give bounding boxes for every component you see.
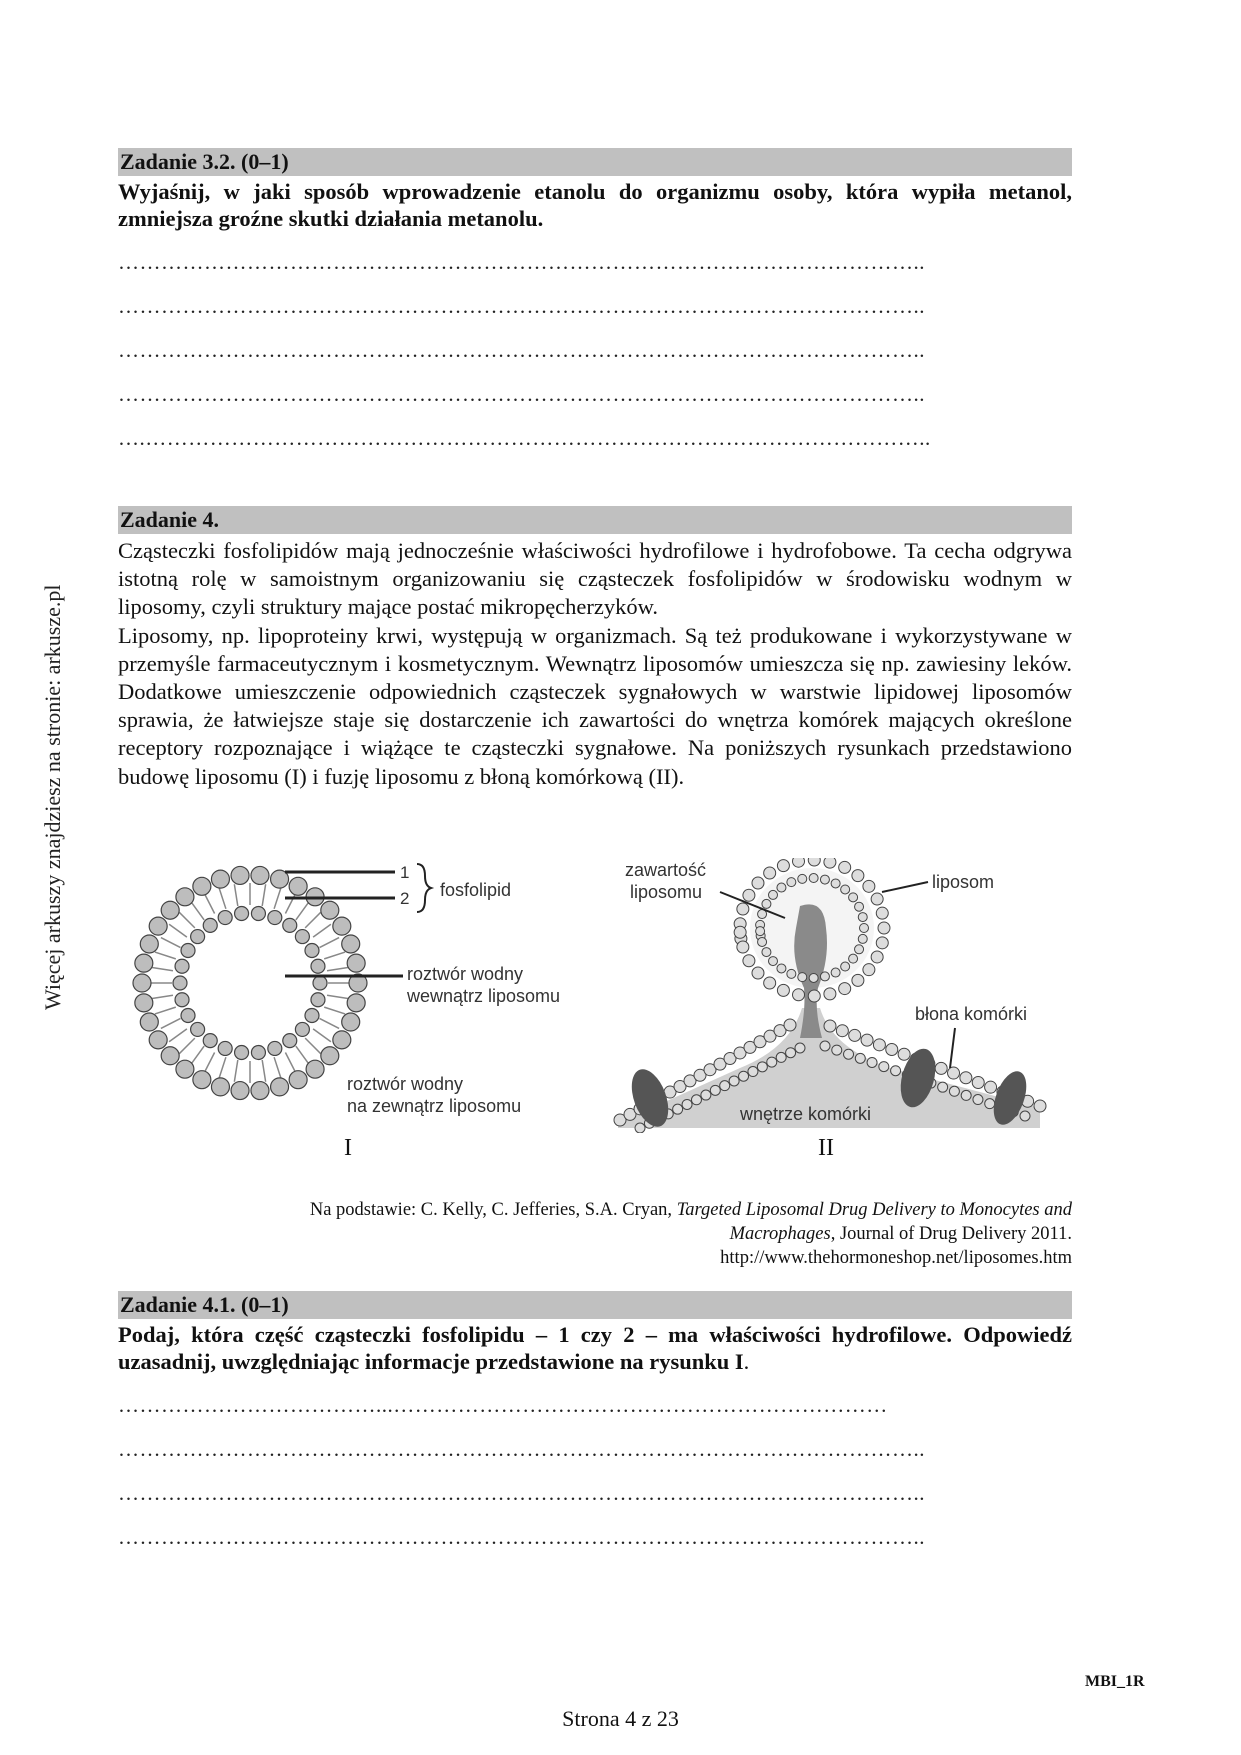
figure-liposome-structure bbox=[125, 858, 595, 1128]
answer-line[interactable]: ….……………………………………………………………………………………………….. bbox=[118, 426, 931, 450]
task-4-1-question-main: Podaj, która część cząsteczki fosfolipidu – 1 czy 2 – ma właściwości hydrofilowe. Odpowiedź uzasadnij, uwzględniając informacje przedstawione na rysunku I bbox=[118, 1322, 1072, 1374]
answer-line[interactable]: ………………………………………………………………………………………………….. bbox=[118, 294, 925, 318]
source-journal: , Journal of Drug Delivery 2011. bbox=[830, 1224, 1072, 1244]
task-4-1-question bbox=[118, 1321, 1072, 1375]
answer-line[interactable]: ………………………………………………………………………………………………….. bbox=[118, 250, 925, 274]
task-4-text bbox=[118, 537, 1072, 791]
figure-liposome-fusion bbox=[600, 858, 1060, 1133]
task-4 bbox=[118, 506, 1072, 791]
figure-1-label: I bbox=[344, 1135, 352, 1161]
task-3-2-header: Zadanie 3.2. (0–1) bbox=[118, 148, 1072, 176]
task-4-1-answer-lines[interactable] bbox=[118, 1383, 1072, 1559]
task-4-paragraph-1: Cząsteczki fosfolipidów mają jednocześnie właściwości hydrofilowe i hydrofobowe. Ta cecha odgrywa istotną rolę w samoistnym organizowaniu się cząsteczek fosfolipidów w środowisku wodnym w liposomy, czyli struktury mające postać mikropęcherzyków. bbox=[118, 538, 1072, 620]
answer-line[interactable]: ………………………………………………………………………………………………….. bbox=[118, 338, 925, 362]
task-3-2 bbox=[118, 148, 1072, 460]
source-url: http://www.thehormoneshop.net/liposomes.htm bbox=[720, 1248, 1072, 1268]
source-title-1: Targeted Liposomal Drug Delivery to Monocytes and bbox=[676, 1200, 1072, 1220]
answer-line[interactable]: ………………………………...…………………………………………………………… bbox=[118, 1393, 888, 1417]
label-membrane: błona komórki bbox=[915, 1004, 1028, 1024]
task-4-paragraph-2: Liposomy, np. lipoproteiny krwi, występują w organizmach. Są też produkowane i wykorzystywane w przemyśle farmaceutycznym i kosmetycznym. Wewnątrz liposomów umieszcza się np. zawiesiny leków. Dodatkowe umieszczenie odpowiednich cząsteczek sygnałowych w warstwie lipidowej liposomów sprawia, że łatwiejsze staje się dostarczenie ich zawartości do wnętrza komórek mających określone receptory rozpoznające i wiążące te cząsteczki sygnałowe. Na poniższych rysunkach przedstawiono budowę liposomu (I) i fuzję liposomu z błoną komórkową (II). bbox=[118, 622, 1072, 789]
task-4-1-header: Zadanie 4.1. (0–1) bbox=[118, 1291, 1072, 1319]
task-3-2-question: Wyjaśnij, w jaki sposób wprowadzenie etanolu do organizmu osoby, która wypiła metanol, zmniejsza groźne skutki działania metanolu. bbox=[118, 179, 1072, 231]
label-part-2: 2 bbox=[400, 889, 410, 908]
source-title-2: Macrophages bbox=[729, 1224, 831, 1244]
answer-line[interactable]: ………………………………………………………………………………………………….. bbox=[118, 1481, 925, 1505]
exam-code: MBI_1R bbox=[1085, 1673, 1145, 1690]
label-phospholipid: fosfolipid bbox=[440, 880, 512, 900]
label-inner-water-2: wewnątrz liposomu bbox=[407, 986, 561, 1006]
label-outer-water-1: roztwór wodny bbox=[347, 1074, 464, 1094]
task-4-1 bbox=[118, 1291, 1072, 1559]
label-inner-water-1: roztwór wodny bbox=[407, 964, 524, 984]
label-liposome: liposom bbox=[932, 872, 995, 892]
label-content-1: zawartość bbox=[625, 860, 707, 880]
figure-source bbox=[310, 1198, 1072, 1270]
answer-line[interactable]: ………………………………………………………………………………………………….. bbox=[118, 1437, 925, 1461]
label-cell-interior: wnętrze komórki bbox=[740, 1104, 872, 1124]
side-note: Więcej arkuszy znajdziesz na stronie: arkusze.pl bbox=[40, 584, 65, 1010]
task-4-header: Zadanie 4. bbox=[118, 506, 1072, 534]
page-number: Strona 4 z 23 bbox=[562, 1706, 679, 1731]
figure-2-label: II bbox=[818, 1135, 834, 1161]
answer-line[interactable]: ………………………………………………………………………………………………….. bbox=[118, 382, 925, 406]
task-4-1-question-end: . bbox=[743, 1349, 750, 1374]
source-prefix: Na podstawie: C. Kelly, C. Jefferies, S.A. Cryan, bbox=[309, 1200, 677, 1220]
label-outer-water-2: na zewnątrz liposomu bbox=[347, 1096, 522, 1116]
label-part-1: 1 bbox=[400, 863, 410, 882]
task-3-2-answer-lines[interactable] bbox=[118, 240, 1072, 460]
label-content-2: liposomu bbox=[630, 882, 703, 902]
answer-line[interactable]: ………………………………………………………………………………………………….. bbox=[118, 1525, 925, 1549]
